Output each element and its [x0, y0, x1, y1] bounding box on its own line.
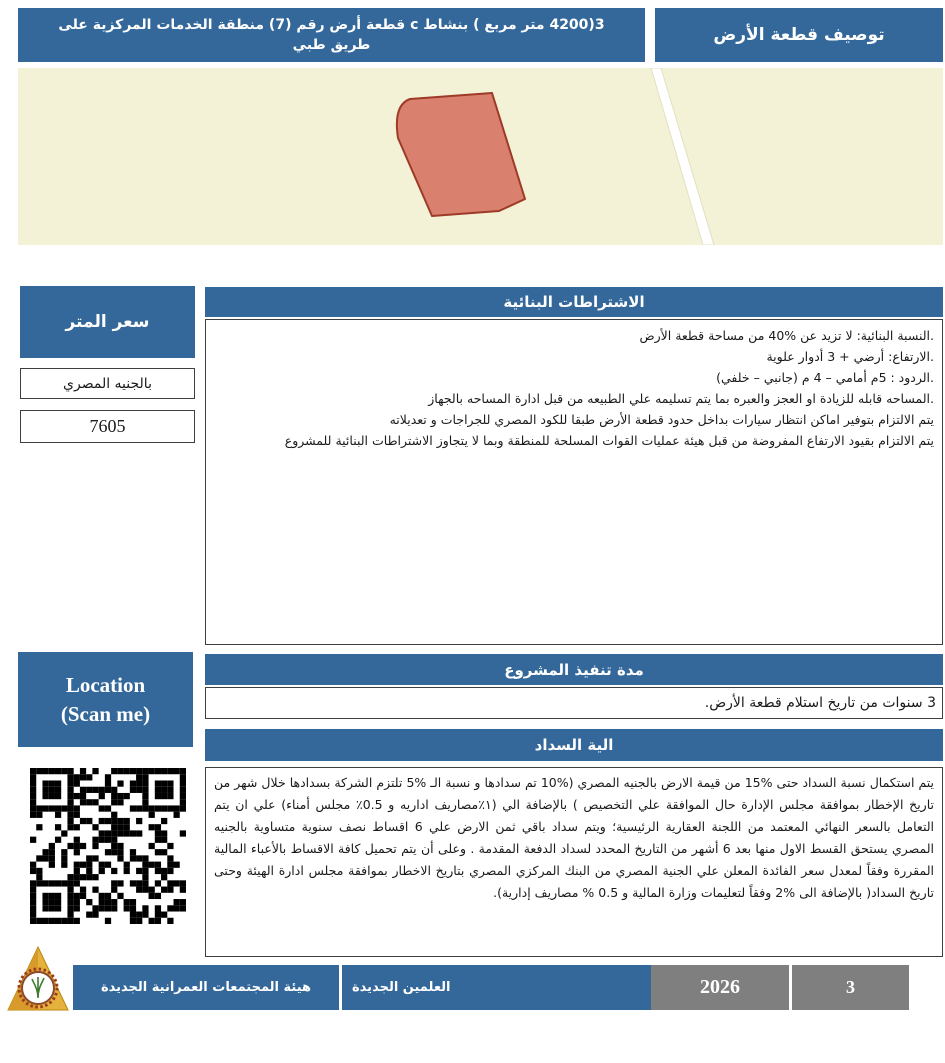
project-duration-value [205, 687, 943, 719]
authority-name: هيئة المجتمعات العمرانية الجديدة [100, 980, 312, 995]
plot-number-value: 3 [846, 977, 855, 997]
plot-map [18, 68, 943, 245]
plot-description-header [18, 8, 645, 62]
building-requirements-body [205, 319, 943, 645]
requirement-line: يتم الالتزام بقيود الارتفاع المفروضة من قبل هيئة عمليات القوات المسلحة للمنطقة وبما لا يتجاوز الاشتراطات البنائية للمشروع [284, 433, 934, 448]
nuca-logo-icon [6, 946, 70, 1012]
building-requirements-title: الاشتراطات البنائية [205, 287, 943, 317]
price-value: 7605 [20, 410, 195, 443]
plot-description-text: 3(4200 متر مربع ) بنشاط c قطعة أرض رقم (7) منطقة الخدمات المركزية على طريق طبي [58, 16, 605, 53]
qr-code-pattern [30, 768, 186, 924]
requirement-line: .الردود : 5م أمامي – 4 م (جانبي – خلفي) [716, 370, 934, 385]
page-title: توصيف قطعة الأرض [655, 8, 943, 62]
payment-body: يتم استكمال نسبة السداد حتى %15 من قيمة الارض بالجنيه المصري (%10 تم سدادها و نسبة الـ %5 تلتزم الشركة بسدادها خلال شهر من تاريخ الإخطار بموافقة مجلس الإدارة حال الموافقة علي التخصيص ) بالإضافة الي (١٪مصاريف اداريه و 0.5٪ مجلس أمناء) علي ان يتم التعامل بالسعر النهائي المعتمد من اللجنة العقارية الرئيسية؛ ويتم سداد باقي ثمن الارض علي 6 اقساط نصف سنوية متساوية بالجنيه المصري يستحق القسط الاول منها بعد 6 أشهر من التاريخ المحدد لسداد الدفعة المقدمة . وعلى أن يتم تحميل كافة الاقساط بالأعباء المالية المقررة وفقاً لمعدل سعر الفائدة المعلن علي الجنية المصري من البنك المركزي المصري بتاريخ الاخطار بموافقة مجلس ادارة الهيئة وحتى تاريخ السداد( بالإضافة الى %2 وفقاً لتعليمات وزارة المالية و 0.5 % مصاريف إدارية). [205, 767, 943, 957]
requirement-line: يتم الالتزام بتوفير اماكن انتظار سيارات بداخل حدود قطعة الأرض طبقا للكود المصري للجراجات و تعديلاته [389, 412, 934, 427]
requirement-line: .الارتفاع: أرضي + 3 أدوار علوية [766, 349, 934, 364]
requirement-line: .النسبة البنائية: لا تزيد عن %40 من مساحة قطعة الأرض [639, 328, 934, 343]
payment-title: الية السداد [205, 729, 943, 761]
city-name: العلمين الجديدة [352, 980, 451, 995]
plot-map-canvas [18, 68, 943, 245]
price-currency-label: بالجنيه المصري [20, 368, 195, 399]
price-per-meter-title: سعر المتر [20, 286, 195, 358]
location-qr-code [30, 768, 186, 924]
requirement-line: .المساحه قابله للزيادة او العجز والعبره بما يتم تسليمه علي الطبيعه من قبل ادارة المساحه بالجهاز [428, 391, 934, 406]
location-label: Location [65, 673, 146, 698]
footer-gray-bar [651, 965, 909, 1010]
project-duration-text: 3 سنوات من تاريخ استلام قطعة الأرض. [704, 695, 936, 711]
location-scan-box [18, 652, 193, 747]
footer-blue-bar [73, 965, 651, 1010]
road-shape [651, 68, 714, 245]
plot-polygon [397, 93, 525, 216]
year-value: 2026 [700, 976, 740, 998]
scan-me-label: (Scan me) [60, 701, 151, 726]
project-duration-title: مدة تنفيذ المشروع [205, 654, 943, 685]
